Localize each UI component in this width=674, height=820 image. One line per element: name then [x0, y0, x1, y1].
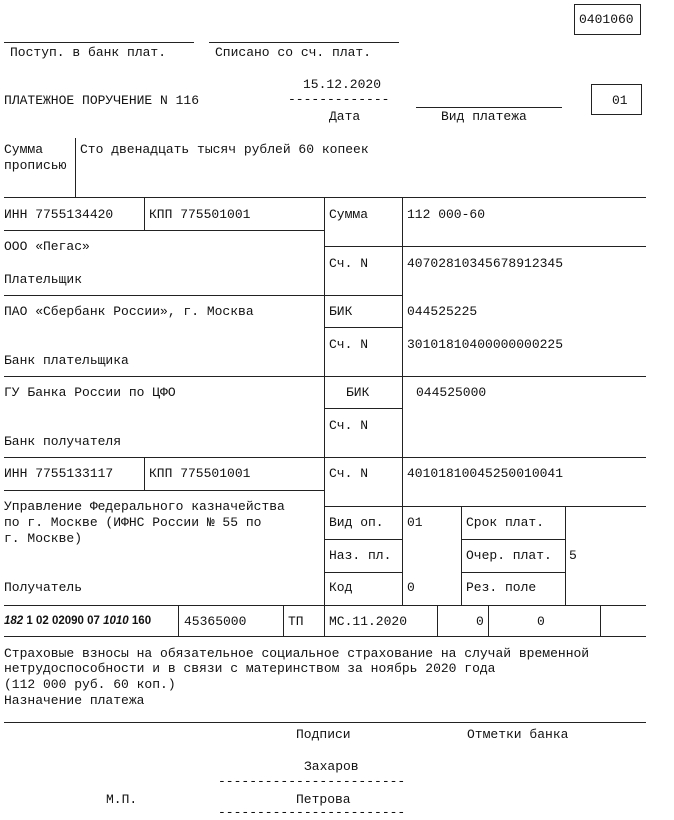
vline-tax-3 [324, 605, 325, 636]
payee-bank-bik-label: БИК [346, 385, 370, 400]
vline-inn-kpp-payer [144, 197, 145, 230]
payer-account-label: Сч. N [329, 256, 369, 271]
rule-572 [324, 572, 402, 573]
payer-sum-label: Сумма [329, 207, 369, 222]
payee-kpp: КПП 775501001 [149, 466, 251, 481]
received-line [4, 42, 194, 43]
vline-tax-1 [178, 605, 179, 636]
payer-bank-account: 30101810400000000225 [407, 337, 564, 352]
kbk-part-3: 1010 [103, 615, 129, 627]
debited-label: Списано со сч. плат. [215, 45, 372, 60]
rule-295 [4, 295, 402, 296]
payee-name-line-1: Управление Федерального казначейства [4, 499, 285, 514]
rule-327 [324, 327, 402, 328]
payee-bank-name: ГУ Банка России по ЦФО [4, 385, 176, 400]
signer-2-line: ------------------------ [218, 805, 406, 820]
vline-codes-mid [461, 506, 462, 605]
bank-marks-label: Отметки банка [467, 727, 569, 742]
payer-inn: ИНН 7755134420 [4, 207, 114, 222]
payer-bank-bik: 044525225 [407, 304, 478, 319]
payer-sum-value: 112 000-60 [407, 207, 486, 222]
payer-bank-account-label: Сч. N [329, 337, 369, 352]
rule-230 [4, 230, 324, 231]
rule-490 [4, 490, 324, 491]
rule-572b [461, 572, 565, 573]
vline-codes-right [565, 506, 566, 605]
payee-bank-bik: 044525000 [416, 385, 487, 400]
kbk-part-1: 182 [4, 615, 24, 627]
payment-type-line [416, 107, 562, 108]
rule-605 [4, 605, 646, 606]
payee-name-line-3: г. Москве) [4, 531, 83, 546]
payee-account-label: Сч. N [329, 466, 369, 481]
kbk-code [4, 614, 151, 629]
priority: 5 [569, 548, 577, 563]
op-type: 01 [407, 515, 423, 530]
rule-408 [324, 408, 402, 409]
stamp-label: М.П. [106, 792, 138, 807]
payer-bank-name: ПАО «Сбербанк России», г. Москва [4, 304, 254, 319]
signer-1: Захаров [304, 759, 359, 774]
rule-246 [324, 246, 646, 247]
code: 0 [407, 580, 415, 595]
priority-label: Очер. плат. [466, 548, 552, 563]
date-underline: ------------- [288, 92, 390, 107]
payee-name-line-2: по г. Москве (ИФНС России № 55 по [4, 515, 262, 530]
payer-account: 40702810345678912345 [407, 256, 564, 271]
rule-539 [324, 539, 402, 540]
payer-bank-role-label: Банк плательщика [4, 353, 129, 368]
vline-tax-2 [283, 605, 284, 636]
payee-bank-role-label: Банк получателя [4, 434, 122, 449]
doc-date: 0 [537, 614, 545, 629]
payment-type-label: Вид платежа [441, 109, 527, 124]
payer-role-label: Плательщик [4, 272, 83, 287]
code-label: Код [329, 580, 353, 595]
status-code: 01 [612, 93, 628, 108]
rule-197 [4, 197, 646, 198]
received-label: Поступ. в банк плат. [10, 45, 167, 60]
purpose-line-2: нетрудоспособности и в связи с материнством за ноябрь 2020 года [4, 661, 496, 676]
payer-bank-bik-label: БИК [329, 304, 353, 319]
amount-words-label-1: Сумма [4, 142, 44, 157]
kbk-part-4: 160 [128, 615, 152, 627]
amount-words-text: Сто двенадцать тысяч рублей 60 копеек [80, 142, 369, 157]
rule-376 [4, 376, 646, 377]
rule-722 [4, 722, 646, 723]
rule-506 [324, 506, 646, 507]
debited-line [209, 42, 399, 43]
rule-636 [4, 636, 646, 637]
oktmo: 45365000 [184, 614, 247, 629]
vline-tax-4 [437, 605, 438, 636]
rule-539b [461, 539, 565, 540]
payee-account: 40101810045250010041 [407, 466, 564, 481]
signer-1-line: ------------------------ [218, 774, 406, 789]
form-code: 0401060 [579, 12, 634, 27]
purpose-line-1: Страховые взносы на обязательное социальное страхование на случай временной [4, 646, 590, 661]
amount-words-divider [75, 138, 76, 197]
tax-basis: ТП [288, 614, 304, 629]
kbk-part-2: 1 02 02090 07 [23, 615, 104, 627]
purpose-label: Назначение платежа [4, 693, 145, 708]
payee-bank-account-label: Сч. N [329, 418, 369, 433]
payee-inn: ИНН 7755133117 [4, 466, 114, 481]
vline-main-left [324, 197, 325, 605]
payer-kpp: КПП 775501001 [149, 207, 251, 222]
payee-role-label: Получатель [4, 580, 83, 595]
date-label: Дата [329, 109, 361, 124]
order-date: 15.12.2020 [303, 77, 382, 92]
purpose-line-3: (112 000 руб. 60 коп.) [4, 677, 176, 692]
vline-main-right [402, 197, 403, 605]
doc-number: 0 [476, 614, 484, 629]
reserve-label: Рез. поле [466, 580, 537, 595]
vline-inn-kpp-payee [144, 457, 145, 490]
amount-words-label-2: прописью [4, 158, 67, 173]
rule-457 [4, 457, 646, 458]
op-type-label: Вид оп. [329, 515, 384, 530]
tax-period: МС.11.2020 [329, 614, 408, 629]
vline-tax-5 [488, 605, 489, 636]
payer-name: ООО «Пегас» [4, 239, 90, 254]
page-title: ПЛАТЕЖНОЕ ПОРУЧЕНИЕ N 116 [4, 93, 200, 108]
signatures-label: Подписи [296, 727, 351, 742]
purpose-code-label: Наз. пл. [329, 548, 392, 563]
term-label: Срок плат. [466, 515, 545, 530]
signer-2: Петрова [296, 792, 351, 807]
vline-tax-6 [600, 605, 601, 636]
